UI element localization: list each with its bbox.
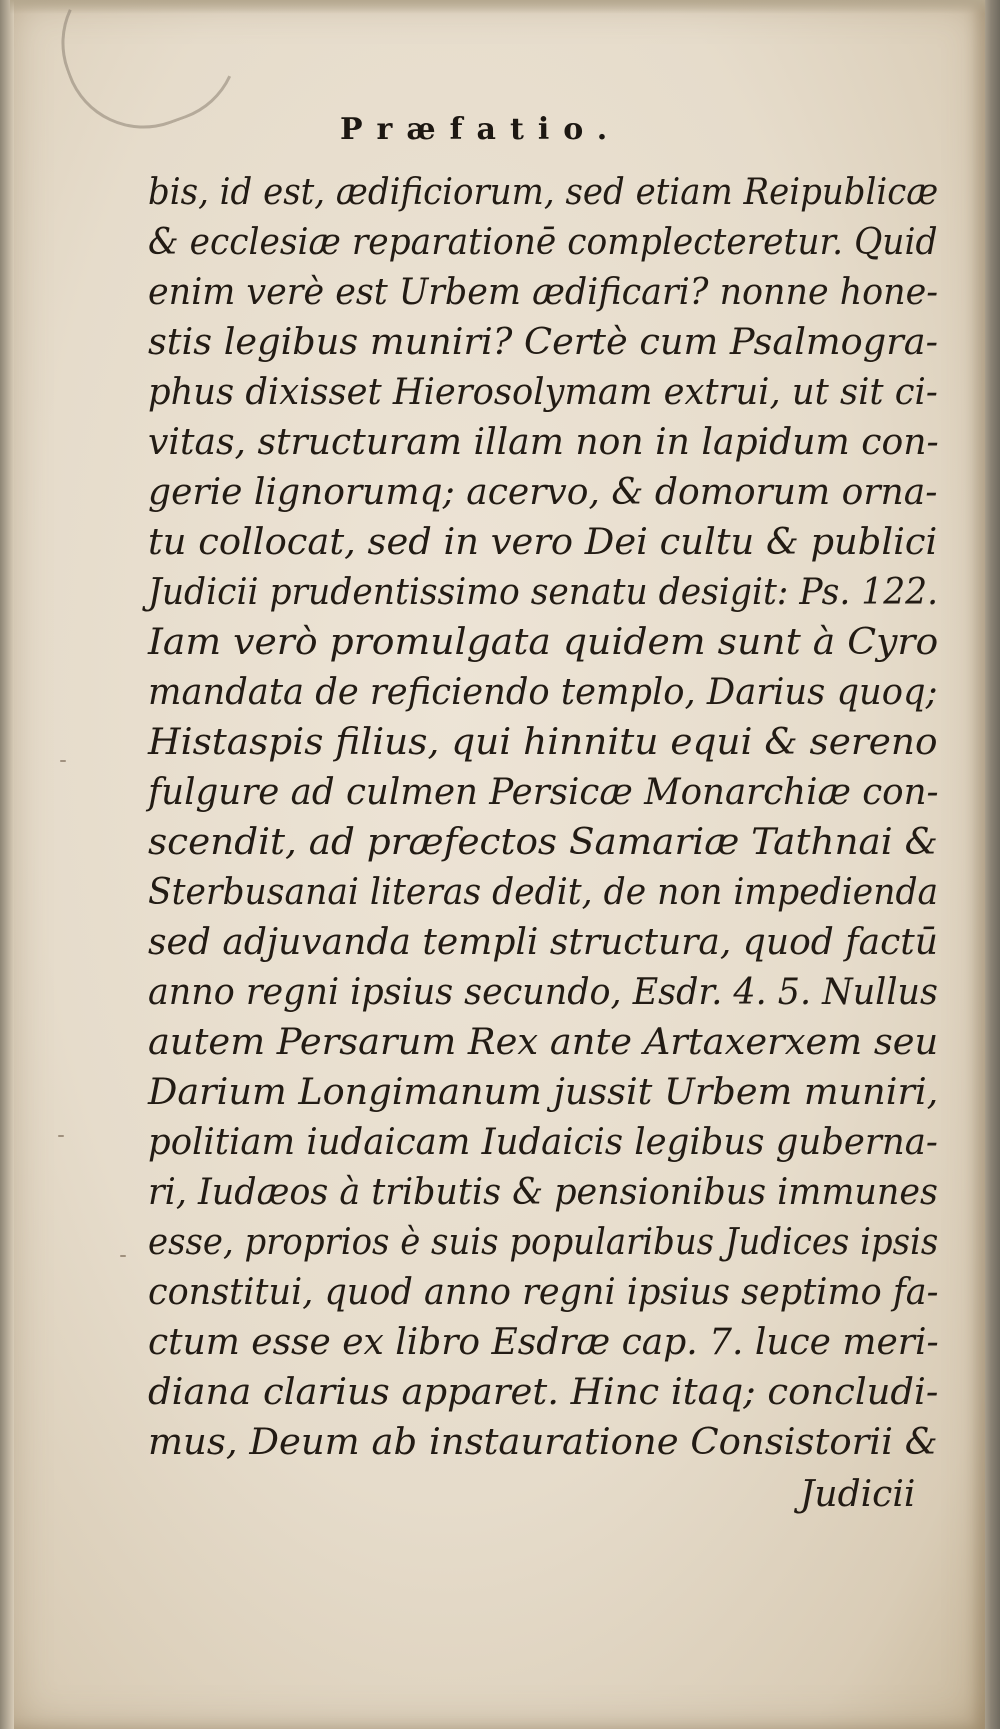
- text-line: & ecclesiæ reparationē complecteretur. Quid: [148, 222, 938, 263]
- text-line: tu collocat, sed in vero Dei cultu & publici: [148, 522, 938, 563]
- text-line: fulgure ad culmen Persicæ Monarchiæ con-: [148, 772, 939, 813]
- text-line: Histaspis filius, qui hinnitu equi & sereno: [148, 722, 938, 763]
- text-line: enim verè est Urbem ædificari? nonne hone-: [148, 272, 939, 313]
- text-line: mus, Deum ab instauratione Consistorii &: [148, 1422, 938, 1463]
- text-line: phus dixisset Hierosolymam extrui, ut sit ci-: [148, 372, 938, 413]
- text-line: Darium Longimanum jussit Urbem muniri,: [148, 1072, 939, 1113]
- text-line: politiam iudaicam Iudaicis legibus guberna-: [148, 1122, 938, 1163]
- text-line: stis legibus muniri? Certè cum Psalmogra-: [148, 322, 938, 363]
- text-line: esse, proprios è suis popularibus Judices ipsis: [148, 1222, 939, 1263]
- text-line: Sterbusanai literas dedit, de non impedienda: [148, 872, 939, 913]
- text-line: diana clarius apparet. Hinc itaq; concludi-: [148, 1372, 939, 1413]
- text-line: autem Persarum Rex ante Artaxerxem seu: [148, 1022, 939, 1063]
- text-line: gerie lignorumq; acervo, & domorum orna-: [148, 472, 938, 513]
- text-line: scendit, ad præfectos Samariæ Tathnai &: [148, 822, 938, 863]
- binding-edge: [985, 0, 1000, 1729]
- text-line: bis, id est, ædificiorum, sed etiam Reipublicæ: [148, 172, 939, 213]
- text-line: anno regni ipsius secundo, Esdr. 4. 5. Nullus: [148, 972, 938, 1013]
- text-line: constitui, quod anno regni ipsius septimo fa-: [148, 1272, 939, 1313]
- text-line: sed adjuvanda templi structura, quod factū: [148, 922, 938, 963]
- catchword: Judicii: [800, 1474, 916, 1515]
- text-line: Judicii prudentissimo senatu desigit: Ps. 122.: [148, 572, 939, 613]
- text-line: Iam verò promulgata quidem sunt à Cyro: [148, 622, 939, 663]
- text-line: mandata de reficiendo templo, Darius quoq;: [148, 672, 938, 713]
- text-line: vitas, structuram illam non in lapidum con-: [148, 422, 939, 463]
- page-left-edge: [0, 0, 14, 1729]
- paper-speck: [60, 760, 66, 762]
- text-line: ctum esse ex libro Esdræ cap. 7. luce meri-: [148, 1322, 939, 1363]
- paper-speck: [58, 1135, 64, 1137]
- running-head: Præfatio.: [340, 112, 622, 147]
- paper-speck: [120, 1255, 126, 1257]
- text-line: ri, Iudæos à tributis & pensionibus immunes: [148, 1172, 938, 1213]
